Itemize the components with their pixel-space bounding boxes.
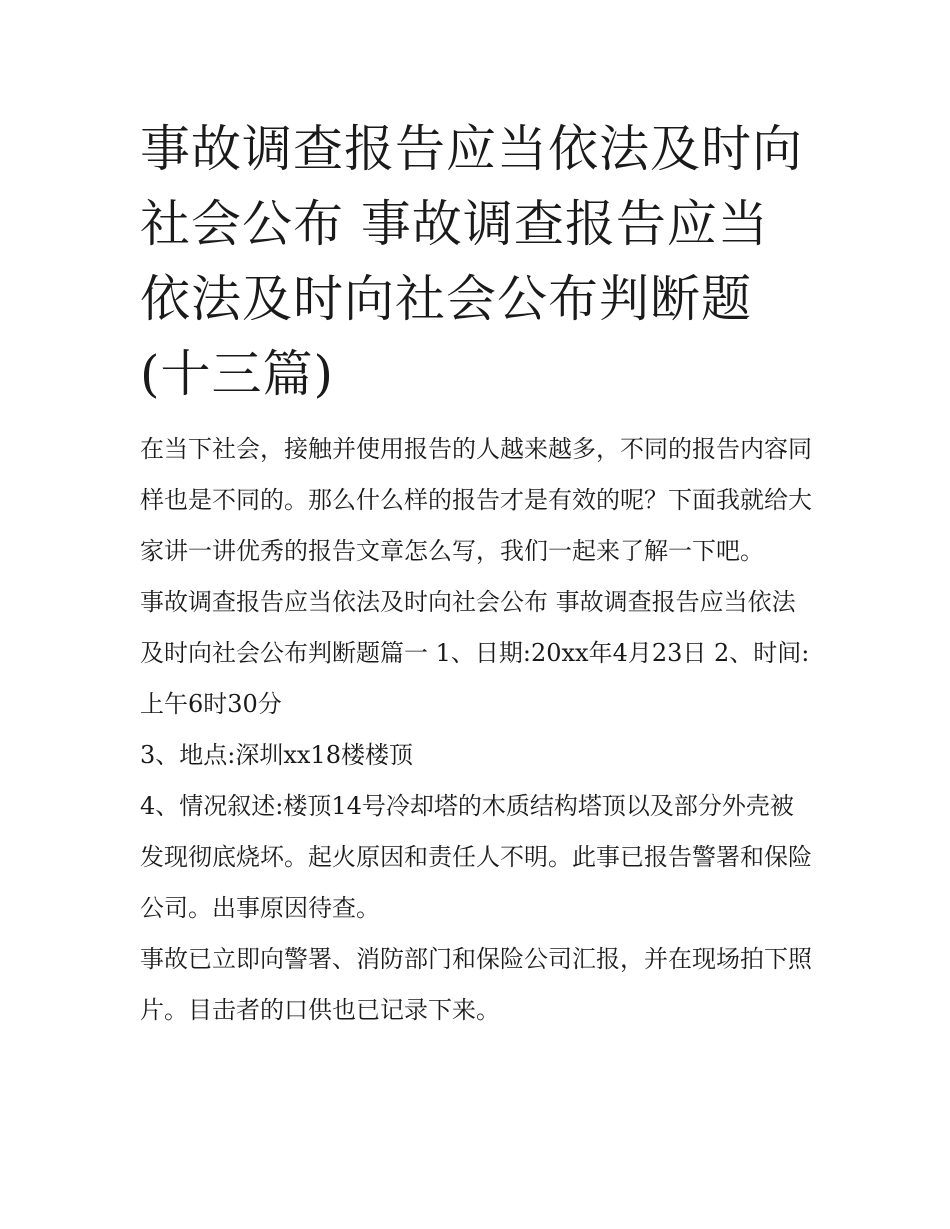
paragraph-report: 事故已立即向警署、消防部门和保险公司汇报，并在现场拍下照片。目击者的口供也已记录下来。 <box>140 945 812 1024</box>
paragraph-location: 3、地点:深圳xx18楼楼顶 <box>140 741 413 769</box>
paragraph-date-time: 事故调查报告应当依法及时向社会公布 事故调查报告应当依法及时向社会公布判断题篇一 1、日期:20xx年4月23日 2、时间:上午6时30分 <box>140 588 810 718</box>
document-body <box>140 112 812 1036</box>
paragraph-intro: 在当下社会，接触并使用报告的人越来越多，不同的报告内容同样也是不同的。那么什么样的报告才是有效的呢？下面我就给大家讲一讲优秀的报告文章怎么写，我们一起来了解一下吧。 <box>140 435 812 565</box>
document-title: 事故调查报告应当依法及时向社会公布 事故调查报告应当依法及时向社会公布判断题(十三篇) <box>140 120 803 403</box>
paragraph-situation: 4、情况叙述:楼顶14号冷却塔的木质结构塔顶以及部分外壳被发现彻底烧坏。起火原因和责任人不明。此事已报告警署和保险公司。出事原因待查。 <box>140 792 812 922</box>
